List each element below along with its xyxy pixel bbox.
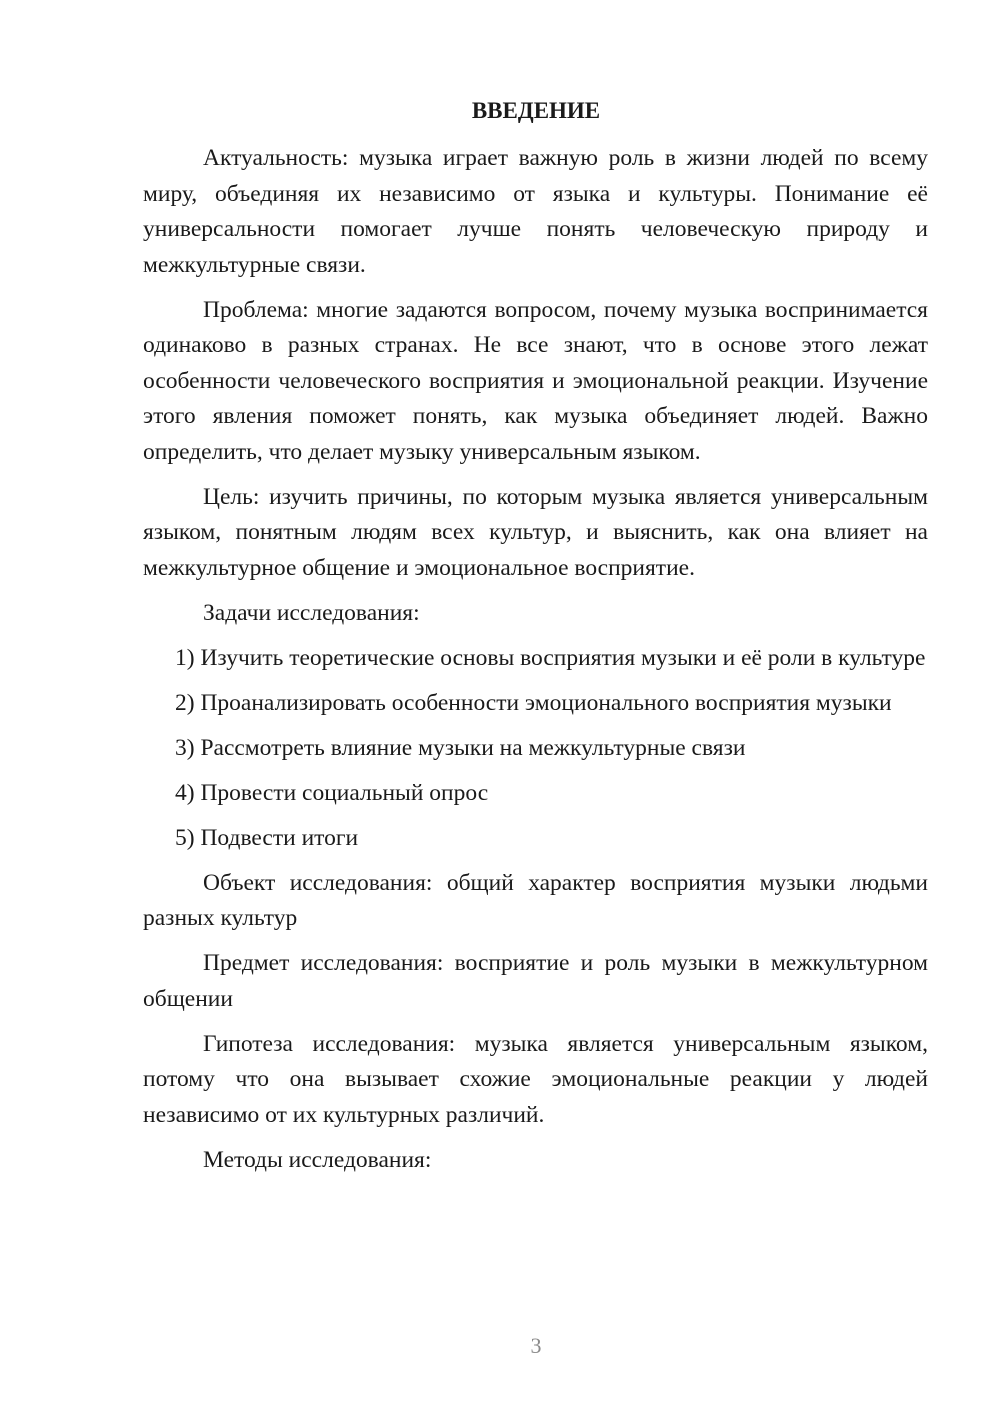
paragraph-subject: Предмет исследования: восприятие и роль музыки в межкультурном общении [143, 950, 928, 1012]
task-item: 4) Провести социальный опрос [175, 779, 489, 806]
paragraph-methods: Методы исследования: [203, 1146, 432, 1173]
task-item: 5) Подвести итоги [175, 824, 359, 851]
paragraph-problem: Проблема: многие задаются вопросом, почему музыка воспринимается одинаково в разных странах. Не все знают, что в основе этого лежат особенности человеческого восприятия и эмоциональной реакции. Изучение этого явления поможет понять, как музыка объединяет людей. Важно определить, что делает музыку универсальным языком. [143, 296, 928, 465]
paragraph-tasks-heading: Задачи исследования: [203, 599, 420, 626]
paragraph-goal: Цель: изучить причины, по которым музыка является универсальным языком, понятным людям всех культур, и выяснить, как она влияет на межкультурное общение и эмоциональное восприятие. [143, 483, 928, 581]
paragraph-object: Объект исследования: общий характер восприятия музыки людьми разных культур [143, 869, 928, 931]
document-body [143, 141, 928, 1188]
paragraph-relevance: Актуальность: музыка играет важную роль в жизни людей по всему миру, объединяя их независимо от языка и культуры. Понимание её универсальности помогает лучше понять человеческую природу и межкультурные связи. [143, 145, 928, 278]
paragraph-hypothesis: Гипотеза исследования: музыка является универсальным языком, потому что она вызывает схожие эмоциональные реакции у людей независимо от их культурных различий. [143, 1030, 928, 1128]
page-number: 3 [530, 1333, 542, 1358]
task-item: 1) Изучить теоретические основы восприятия музыки и её роли в культуре [175, 644, 926, 671]
page-title: ВВЕДЕНИЕ [471, 98, 601, 123]
task-item: 3) Рассмотреть влияние музыки на межкультурные связи [175, 734, 746, 761]
task-item: 2) Проанализировать особенности эмоционального восприятия музыки [175, 689, 892, 716]
